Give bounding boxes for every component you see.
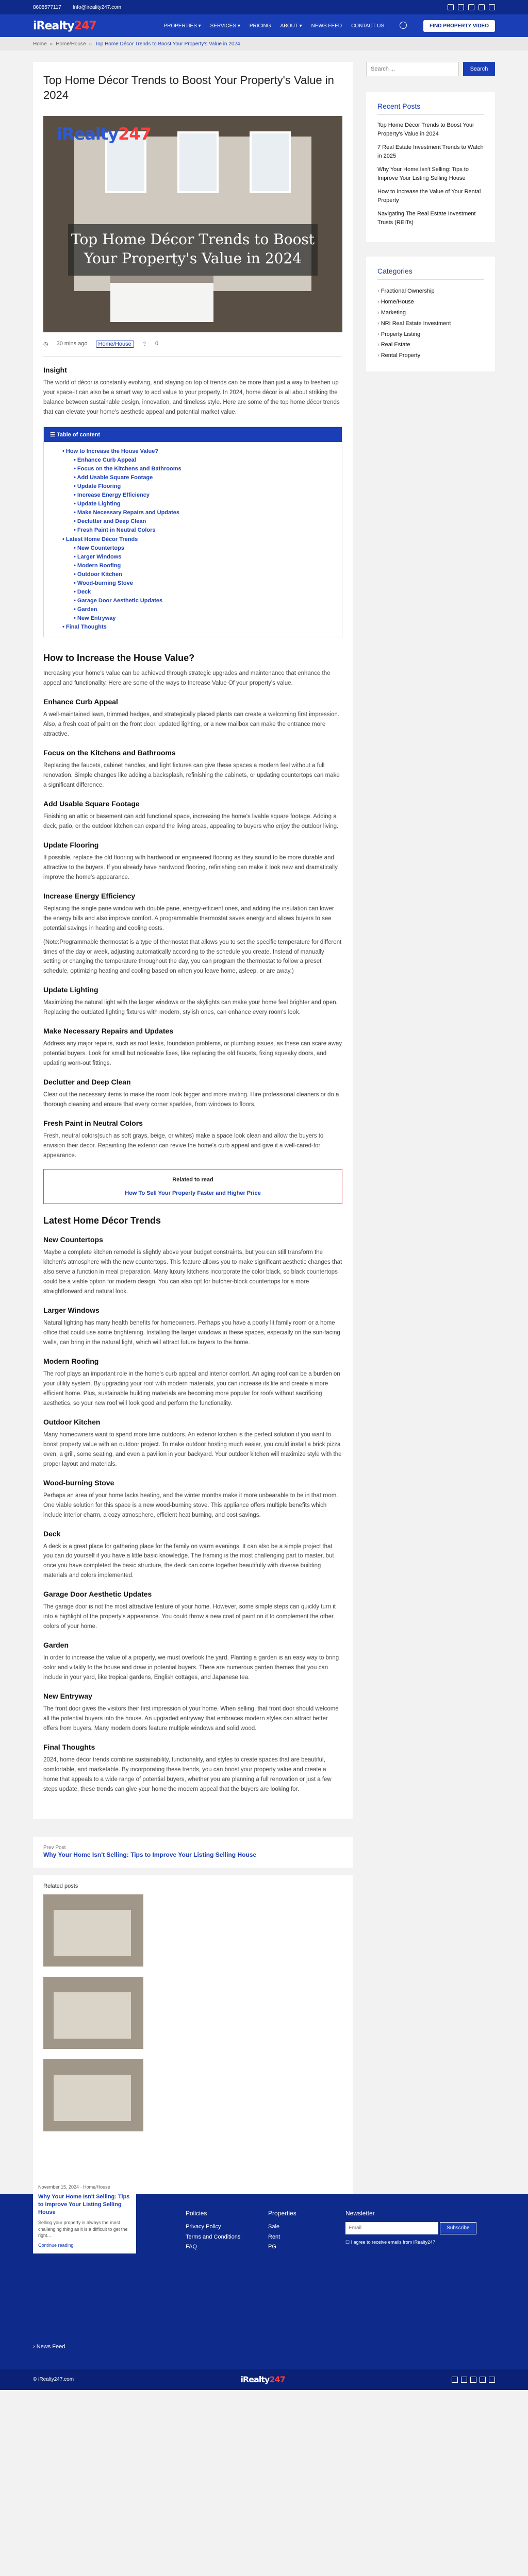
newsletter-email-input[interactable] — [345, 2222, 438, 2234]
subsection-heading: Declutter and Deep Clean — [43, 1078, 131, 1087]
subsection-heading: Outdoor Kitchen — [43, 1417, 101, 1426]
facebook-icon[interactable] — [448, 4, 454, 10]
instagram-icon[interactable] — [480, 2377, 486, 2383]
subsection-text: In order to increase the value of a property, we must overlook the yard. Planting a garden is an easy way to bring color and vitality to the house and draw in potential buyers. There are numerous garden themes that you can include in your yard, like tropical gardens, English cottages, and Japanese tea. — [43, 1655, 339, 1681]
nav-properties[interactable]: PROPERTIES ▾ — [163, 23, 201, 29]
share-icon[interactable]: ⇪ — [142, 341, 147, 348]
subsection-text: Clear out the necessary items to make the room look bigger and more inviting. Hire professional cleaners or do a thorough cleaning and ensure that every corner sparkles, from windows to floors. — [43, 1092, 339, 1108]
footer-news-link[interactable]: › News Feed — [33, 2343, 65, 2350]
insight-heading: Insight — [43, 366, 67, 375]
subsection-heading: Wood-burning Stove — [43, 1478, 114, 1487]
subsection-heading: Make Necessary Repairs and Updates — [43, 1027, 174, 1036]
sidebar — [366, 62, 495, 1819]
post-time: 30 mins ago — [56, 341, 88, 347]
hero-caption: Top Home Décor Trends to Boost Your Property's Value in 2024 — [68, 224, 318, 276]
recent-post-link[interactable]: 7 Real Estate Investment Trends to Watch in 2025 — [377, 144, 484, 159]
instagram-icon[interactable] — [478, 4, 485, 10]
subsection-text: Replacing the faucets, cabinet handles, and light fixtures can give these spaces a modern feel without a full renovation. Simple changes like adding a backsplash, refinishing the cabinets, or updating countertops can make a significant difference. — [43, 762, 340, 788]
toc-item[interactable]: • New Entryway — [62, 614, 342, 623]
nav-menu — [164, 22, 495, 30]
toc-item[interactable]: • Focus on the Kitchens and Bathrooms — [62, 465, 342, 473]
footer-newsletter: Newsletter Email Subscribe ☐ I agree to receive emails from iRealty247 — [345, 2210, 476, 2245]
hero-logo: iRealty247 — [57, 124, 151, 144]
subsection-text: Natural lighting has many health benefits for homeowners. Perhaps you have a poorly lit family room or a home office that could use some brightening. Installing the larger windows in these spaces, especially on the sun-facing walls, can bring in the natural light, which will attract future buyers to the home. — [43, 1319, 340, 1346]
subsection-text: The roof plays an important role in the home's curb appeal and interior comfort. An aging roof can be a burden on your utility system. By upgrading your roof with modern materials, you can increase its life and create a more efficient home. Plus, sustainable building materials are becoming more popular for roofs without sacrificing aesthetics, so your new roof will look good and perform the functionality. — [43, 1370, 340, 1406]
categories-widget — [366, 257, 495, 371]
subsection-text: (Note:Programmable thermostat is a type of thermostat that allows you to set the specific temperature for different times of the day or week, adjusting automatically according to the schedule you create. Instead of manually setting or changing the temperature throughout the day, you can program the thermostat to follow a preset schedule, optimizing heating and cooling based on when you leave home, asleep, or are away.) — [43, 939, 342, 975]
footer-logo[interactable]: iRealty247 — [240, 2375, 285, 2385]
toc-item[interactable]: • Garage Door Aesthetic Updates — [62, 597, 342, 605]
linkedin-icon[interactable] — [470, 2377, 476, 2383]
page-title: Top Home Décor Trends to Boost Your Property's Value in 2024 — [43, 74, 334, 101]
subsection-text: Replacing the single pane window with double pane, energy-efficient ones, and adding the insulation can lower the energy bills and also improve comfort. A programmable thermostat saves energy and allows buyers to see potential savings in heating and cooling costs. — [43, 905, 334, 931]
search-button[interactable]: Search — [463, 62, 495, 76]
toc-item[interactable]: • Larger Windows — [62, 553, 342, 562]
subsection-text: Many homeowners want to spend more time outdoors. An exterior kitchen is the perfect solution if you want to boost property value with an outdoor project. To make outdoor hosting much easier, you could install a brick pizza oven, a grill, some seating, and even a pavilion in your backyard. Your outdoor kitchen will maximize style with the proper layout and materials. — [43, 1431, 342, 1467]
breadcrumb: Home » Home/House » Top Home Décor Trends to Boost Your Property's Value in 2024 — [0, 37, 528, 50]
linkedin-icon[interactable] — [468, 4, 474, 10]
toc-item[interactable]: • Update Flooring — [62, 482, 342, 491]
post-category[interactable]: Home/House — [96, 341, 134, 348]
related-thumb[interactable] — [43, 1977, 143, 2049]
phone-text[interactable]: 8608577117 — [33, 4, 61, 10]
subsection-text: Finishing an attic or basement can add functional space, increasing the home's livable square footage. Adding a deck, patio, or the outdoor kitchen can expand the living areas, appealing to buyers who enjoy the outdoor living. — [43, 813, 339, 829]
breadcrumb-home[interactable]: Home — [33, 41, 47, 47]
subsection-text: Perhaps an area of your home lacks heating, and the winter months make it more unbearable to be in that room. One viable solution for this space is a new wood-burning stove. This appliance offers multiple benefits which include interior charm, a cozy atmosphere, efficient heat burning, and cost savings. — [43, 1492, 338, 1518]
twitter-icon[interactable] — [461, 2377, 467, 2383]
top-bar — [0, 0, 528, 14]
nav-services[interactable]: SERVICES ▾ — [210, 23, 240, 29]
subsection-text: The front door gives the visitors their first impression of your home. When selling, that front door should welcome all the potential buyers into the house. An upgraded entryway that embraces modern styles can attract better offers from buyers. Many modern doors feature multiple windows and solid wood. — [43, 1706, 339, 1732]
toc-header[interactable]: ☰ Table of content — [44, 427, 342, 442]
subscribe-button[interactable]: Subscribe — [440, 2222, 476, 2234]
toc-item[interactable]: • Final Thoughts — [62, 623, 342, 632]
section-intro: Increasing your home's value can be achieved through strategic upgrades and maintenance that enhance the appeal and functionality. Here are some of the ways to Increase Value Of your property's value. — [43, 670, 331, 687]
subsection-text: Maybe a complete kitchen remodel is slightly above your budget constraints, but you can still transform the kitchen's atmosphere with the new countertops. This feature allows you to make significant aesthetic changes that also serve a function in meal preparation. Many luxury kitchens incorporate the color black, so black countertops could be a viable option for modern design. You can also opt for butcher-block countertops for a more straightforward and natural look. — [43, 1249, 342, 1295]
table-of-contents — [43, 427, 342, 637]
subsection-heading: Deck — [43, 1529, 61, 1538]
toc-item[interactable]: • Garden — [62, 605, 342, 614]
related-box — [43, 1169, 342, 1204]
post-navigation — [33, 1837, 353, 1868]
search-form — [366, 62, 495, 76]
subsection-heading: Enhance Curb Appeal — [43, 697, 118, 706]
toc-item[interactable]: • Latest Home Décor Trends — [62, 535, 342, 544]
category-link[interactable]: › Marketing — [377, 308, 484, 318]
rent-link[interactable]: Rent — [268, 2233, 280, 2240]
recent-posts-widget — [366, 92, 495, 242]
toc-item[interactable]: • Make Necessary Repairs and Updates — [62, 509, 342, 517]
footer-social-icons — [452, 2377, 495, 2383]
subsection-heading: Modern Roofing — [43, 1357, 99, 1365]
toc-item[interactable]: • Add Usable Square Footage — [62, 473, 342, 482]
breadcrumb-current: Top Home Décor Trends to Boost Your Property's Value in 2024 — [95, 41, 240, 47]
hero-image — [43, 116, 342, 332]
subsection-text: Address any major repairs, such as roof leaks, foundation problems, or plumbing issues, as these can scare away potential buyers. Look for small but noticeable fixes, like replacing the old faucets, fixing squeaky doors, and updating worn-out fittings. — [43, 1041, 342, 1067]
related-posts-title: Related posts — [43, 1883, 78, 1889]
post-meta — [43, 341, 342, 357]
subsection-heading: Increase Energy Efficiency — [43, 891, 136, 900]
toc-item[interactable]: • Enhance Curb Appeal — [62, 456, 342, 465]
pg-link[interactable]: PG — [268, 2244, 276, 2250]
sale-link[interactable]: Sale — [268, 2223, 280, 2230]
subsection-text: Fresh, neutral colors(such as soft grays, beige, or whites) make a space look clean and allow the buyers to envision their decor. Repainting the exterior can revive the home's curb appeal and give it a well-cared-for appearance. — [43, 1133, 324, 1159]
section-heading: Latest Home Décor Trends — [43, 1215, 161, 1226]
toc-item[interactable]: • Fresh Paint in Neutral Colors — [62, 526, 342, 535]
nav-contact[interactable]: CONTACT US — [351, 23, 385, 29]
nav-news-feed[interactable]: NEWS FEED — [311, 23, 342, 29]
category-link[interactable]: › Fractional Ownership — [377, 286, 484, 297]
recent-post-link[interactable]: Top Home Décor Trends to Boost Your Property's Value in 2024 — [377, 122, 474, 137]
category-link[interactable]: › Real Estate — [377, 340, 484, 350]
twitter-icon[interactable] — [458, 4, 464, 10]
footer-card-more[interactable]: Continue reading — [38, 2242, 74, 2248]
toc-item[interactable]: • Deck — [62, 588, 342, 597]
main-nav — [0, 14, 528, 37]
subsection-heading: Garden — [43, 1641, 69, 1650]
copyright: © iRealty247.com — [33, 2377, 74, 2383]
footer — [0, 2184, 528, 2369]
social-icons — [448, 4, 495, 10]
find-property-button[interactable]: FIND PROPERTY VIDEO — [423, 20, 495, 32]
related-posts — [33, 1875, 353, 2194]
facebook-icon[interactable] — [452, 2377, 458, 2383]
related-thumb[interactable] — [43, 1894, 143, 1967]
subsection-heading: Fresh Paint in Neutral Colors — [43, 1119, 143, 1128]
subsection-heading: Garage Door Aesthetic Updates — [43, 1590, 152, 1599]
related-thumb[interactable] — [43, 2059, 143, 2131]
terms-link[interactable]: Terms and Conditions — [186, 2233, 241, 2240]
list-icon: ☰ — [50, 432, 57, 438]
article — [33, 62, 353, 1819]
footer-properties: Properties Sale Rent PG — [268, 2210, 296, 2252]
subsection-heading: Focus on the Kitchens and Bathrooms — [43, 748, 176, 757]
related-label: Related to read — [172, 1177, 213, 1183]
category-link[interactable]: › NRI Real Estate Investment — [377, 318, 484, 329]
recent-post-link[interactable]: Navigating The Real Estate Investment Trusts (REITs) — [377, 211, 476, 226]
toc-item[interactable]: • Wood-burning Stove — [62, 579, 342, 588]
subsection-text: A well-maintained lawn, trimmed hedges, and strategically placed plants can create a welcoming first impression. Also, a fresh coat of paint on the front door, updated lighting, or a new mailbox can make the entrance more attractive. — [43, 711, 339, 737]
consent-checkbox[interactable]: ☐ — [345, 2239, 351, 2245]
subsection-heading: Update Lighting — [43, 986, 98, 994]
recent-post-link[interactable]: How to Increase the Value of Your Rental Property — [377, 189, 481, 204]
toc-item[interactable]: • Modern Roofing — [62, 562, 342, 570]
toc-item[interactable]: • Update Lighting — [62, 500, 342, 509]
share-count: 0 — [155, 341, 159, 347]
category-link[interactable]: › Property Listing — [377, 329, 484, 340]
footer-card-text: Selling your property is always the most challenging thing as it is a difficult to get the right... — [38, 2219, 128, 2239]
categories-title: Categories — [377, 267, 484, 280]
subsection-heading: New Entryway — [43, 1692, 92, 1701]
toc-item[interactable]: • Outdoor Kitchen — [62, 570, 342, 579]
section-heading: How to Increase the House Value? — [43, 653, 195, 664]
category-link[interactable]: › Home/House — [377, 297, 484, 308]
privacy-link[interactable]: Privacy Policy — [186, 2223, 221, 2230]
subsection-heading: Final Thoughts — [43, 1743, 95, 1752]
subsection-text: Maximizing the natural light with the larger windows or the skylights can make your home feel brighter and open. Replacing the outdated lighting fixtures with modern, stylish ones, can enhance every room's look. — [43, 999, 338, 1016]
subsection-heading: Larger Windows — [43, 1306, 100, 1314]
category-link[interactable]: › Rental Property — [377, 350, 484, 361]
toc-item[interactable]: • New Countertops — [62, 544, 342, 553]
search-input[interactable] — [366, 62, 459, 76]
footer-bottom — [0, 2369, 528, 2390]
youtube-icon[interactable] — [489, 2377, 495, 2383]
nav-pricing[interactable]: PRICING — [249, 23, 271, 29]
footer-card-title[interactable]: Why Your Home Isn't Selling: Tips to Improve Your Listing Selling House — [38, 2194, 130, 2216]
subsection-heading: New Countertops — [43, 1235, 103, 1244]
insight-text: The world of décor is constantly evolving, and staying on top of trends can be more than just a way to freshen up your space-it can also be a smart way to add value to your property. In 2024, home décor is all about striking the balance between sustainable design, innovation, and timeless style. Here are some of the top home décor trends that can elevate your home's aesthetic appeal and potential market value. — [43, 380, 340, 416]
recent-post-link[interactable]: Why Your Home Isn't Selling: Tips to Improve Your Listing Selling House — [377, 166, 469, 181]
footer-policies: Policies Privacy Policy Terms and Conditions FAQ — [186, 2210, 240, 2252]
related-link[interactable]: How To Sell Your Property Faster and Higher Price — [125, 1190, 261, 1197]
globe-icon[interactable] — [400, 22, 407, 29]
subsection-text: 2024, home décor trends combine sustainability, functionality, and styles to create spaces that are beautiful, comfortable, and marketable. By incorporating these trends, you can boost your property value and create a home that appeals to a wide range of potential buyers, whether you are planning a full renovation or just a few steps update, these trends can give your home the modern appeal that the buyers are looking for. — [43, 1757, 332, 1793]
site-logo[interactable]: iRealty247 — [33, 19, 96, 32]
subsection-text: A deck is a great place for gathering place for the family on warm evenings. It can also be a simple project that you can do yourself if you have a little basic knowledge. The framing is the most challenging part to master, but once you have completed the basic structure, the deck can come together beautifully with diverse building materials and colors implemented. — [43, 1543, 334, 1579]
toc-item[interactable]: • How to Increase the House Value? — [62, 447, 342, 456]
subsection-text: If possible, replace the old flooring with hardwood or engineered flooring as they sound to be more durable and attractive to the buyers. If you already have hardwood flooring, refinishing can make it look new and dramatically improve the home's appearance. — [43, 854, 338, 880]
toc-item[interactable]: • Increase Energy Efficiency — [62, 491, 342, 500]
footer-post-card[interactable]: November 15, 2024 · Home/House Why Your Home Isn't Selling: Tips to Improve Your Listing Selling House Selling your property is always the most challenging thing as it is a difficult to get the right... Continue reading — [33, 2179, 136, 2254]
faq-link[interactable]: FAQ — [186, 2244, 197, 2250]
toc-item[interactable]: • Declutter and Deep Clean — [62, 517, 342, 526]
email-text[interactable]: Info@ireality247.com — [72, 4, 121, 10]
clock-icon: ◷ — [43, 341, 48, 348]
recent-posts-title: Recent Posts — [377, 102, 484, 115]
youtube-icon[interactable] — [489, 4, 495, 10]
nav-about[interactable]: ABOUT ▾ — [280, 23, 302, 29]
subsection-heading: Update Flooring — [43, 840, 99, 849]
breadcrumb-section[interactable]: Home/House — [56, 41, 86, 47]
subsection-text: The garage door is not the most attractive feature of your home. However, some simple steps can quickly turn it into a highlight of the property's appearance. You could throw a new coat of paint on it to complement the other colors of your home. — [43, 1604, 336, 1630]
prev-post-link[interactable]: Why Your Home Isn't Selling: Tips to Improve Your Listing Selling House — [43, 1851, 257, 1858]
prev-post-label: Prev Post — [43, 1844, 66, 1851]
subsection-heading: Add Usable Square Footage — [43, 799, 140, 808]
